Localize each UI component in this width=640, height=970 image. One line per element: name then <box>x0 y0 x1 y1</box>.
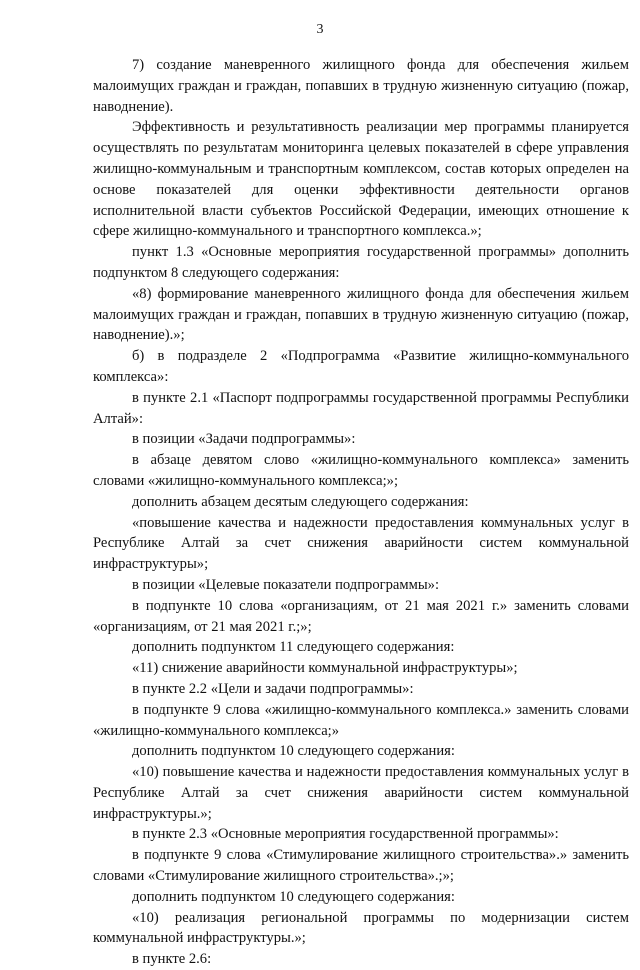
paragraph: в подпункте 9 слова «Стимулирование жилищного строительства».» заменить словами «Стимулирование жилищного строительства».;»; <box>93 847 629 885</box>
paragraph: в подпункте 10 слова «организациям, от 21 мая 2021 г.» заменить словами «организациям, от 21 мая 2021 г.;»; <box>93 597 629 635</box>
paragraph: в пункте 2.6: <box>132 951 212 968</box>
paragraph: «11) снижение аварийности коммунальной инфраструктуры»; <box>132 660 518 677</box>
paragraph: «повышение качества и надежности предоставления коммунальных услуг в Республике Алтай за счет снижения аварийности систем коммунальной инфраструктуры»; <box>93 514 629 573</box>
paragraph: дополнить подпунктом 11 следующего содержания: <box>132 639 455 656</box>
paragraph: «10) повышение качества и надежности предоставления коммунальных услуг в Республике Алтай за счет снижения аварийности систем коммунальной инфраструктуры.»; <box>93 764 629 822</box>
document-body <box>93 55 629 970</box>
paragraph: в пункте 2.2 «Цели и задачи подпрограммы»: <box>132 680 414 697</box>
paragraph: пункт 1.3 «Основные мероприятия государственной программы» дополнить подпунктом 8 следующего содержания: <box>93 244 629 281</box>
page-number: 3 <box>316 22 324 37</box>
paragraph: в позиции «Целевые показатели подпрограммы»: <box>132 576 440 593</box>
paragraph: дополнить абзацем десятым следующего содержания: <box>132 493 469 510</box>
paragraph: в абзаце девятом слово «жилищно-коммунального комплекса» заменить словами «жилищно-коммунального комплекса;»; <box>93 452 629 489</box>
paragraph: в позиции «Задачи подпрограммы»: <box>132 431 356 448</box>
paragraph: «8) формирование маневренного жилищного фонда для обеспечения жильем малоимущих граждан и граждан, попавших в трудную жизненную ситуацию (пожар, наводнение).»; <box>93 285 629 344</box>
paragraph: дополнить подпунктом 10 следующего содержания: <box>132 743 455 760</box>
paragraph: 7) создание маневренного жилищного фонда для обеспечения жильем малоимущих граждан и граждан, попавших в трудную жизненную ситуацию (пожар, наводнение). <box>93 57 629 115</box>
paragraph: в пункте 2.3 «Основные мероприятия государственной программы»: <box>132 826 559 843</box>
paragraph: б) в подразделе 2 «Подпрограмма «Развитие жилищно-коммунального комплекса»: <box>93 348 629 385</box>
paragraph: дополнить подпунктом 10 следующего содержания: <box>132 888 455 905</box>
paragraph: Эффективность и результативность реализации мер программы планируется осуществлять по результатам мониторинга целевых показателей в сфере управления жилищно-коммунальным и транспортным комплексом, состав которых определен на основе показателей для оценки эффективности деятельности органов исполнительной власти субъектов Российской Федерации, имеющих отношение к сфере жилищно-коммунального и транспортного комплекса.»; <box>93 119 629 240</box>
paragraph: «10) реализация региональной программы по модернизации систем коммунальной инфраструктуры.»; <box>93 909 629 947</box>
paragraph: в подпункте 9 слова «жилищно-коммунального комплекса.» заменить словами «жилищно-коммунального комплекса;» <box>93 701 629 739</box>
paragraph: в пункте 2.1 «Паспорт подпрограммы государственной программы Республики Алтай»: <box>93 389 629 427</box>
